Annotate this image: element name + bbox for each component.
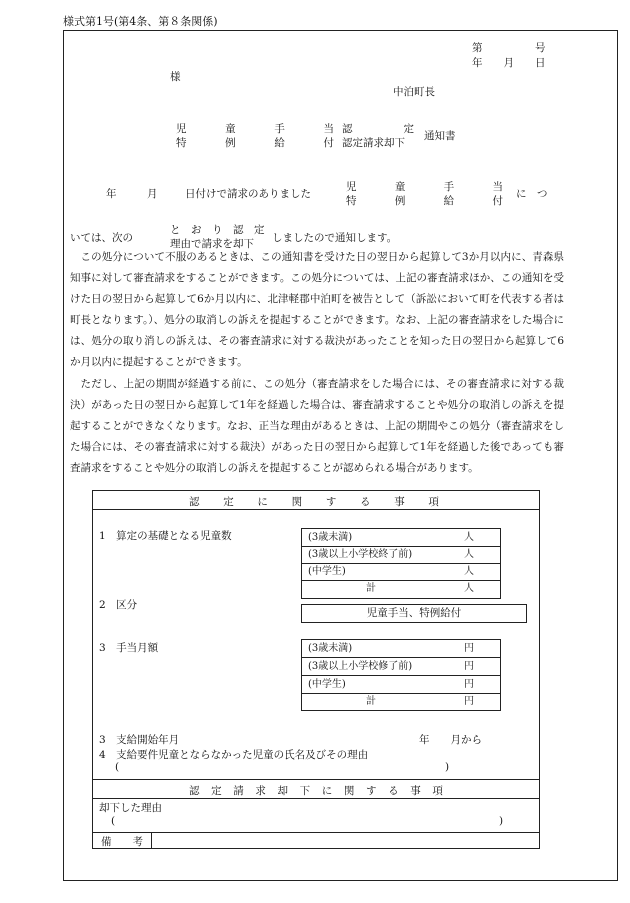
intro-line2-suffix: しましたので通知します。: [272, 232, 398, 244]
details-table: [92, 490, 540, 849]
intro-month: 月: [147, 188, 158, 200]
intro-year: 年: [106, 188, 117, 200]
intro-choice-reject: 理由で請求を却下: [170, 238, 254, 250]
paren-open: (: [115, 761, 120, 773]
title-suffix: 通知書: [424, 130, 456, 142]
reject-reason-label: 却下した理由: [99, 802, 162, 814]
item-child-count: 1 算定の基礎となる児童数: [99, 530, 232, 542]
child-count-row: (3歳以上小学校終了前) 人: [302, 546, 500, 564]
intro-choice-approve: と お り 認 定: [170, 224, 265, 236]
recipient-suffix: 様: [170, 71, 181, 83]
notice-paragraph: この処分について不服のあるときは、この通知書を受けた日の翌日から起算して3か月以内に、青森県知事に対して審査請求をすることができます。この処分については、上記の審査請求ほか、この通知を受けた日の翌日から起算して6か月以内に、北津軽郡中泊町を被告として（訴訟において町を代表する者は町長となります。）、処分の取消しの訴えを提起することができます。なお、上記の審査請求をした場合には、処分の取り消しの訴えは、その審査請求に対する裁決があったことを知った日の翌日から起算して6か月以内に提起することができます。: [70, 251, 564, 369]
monthly-amount-box: [301, 639, 501, 711]
remarks-divider: [151, 832, 152, 849]
category-value-box: [301, 604, 527, 623]
issue-date: 年 月 日: [472, 57, 546, 69]
intro-tail: に つ: [516, 188, 548, 200]
issuer-name: 中泊町長: [393, 86, 435, 98]
section-header-rejection: 認 定 請 求 却 下 に 関 す る 事 項: [189, 785, 443, 797]
intro-row-1: 児 童 手 当: [346, 181, 503, 193]
item-category: 2 区分: [99, 599, 138, 611]
category-value: 児童手当、特例給付: [366, 607, 462, 619]
amount-row: (中学生) 円: [302, 676, 500, 694]
child-count-box: [301, 528, 501, 599]
title-choice-approve: 認 定: [342, 123, 414, 135]
notice-paragraph: ただし、上記の期間が経過する前に、この処分（審査請求をした場合には、その審査請求に対する裁決）があった日の翌日から起算して1年を経過した場合は、審査請求することや処分の取消しの訴えを提起することができなくなります。なお、正当な理由があるときは、上記の期間やこの処分（審査請求をした場合には、その審査請求に対する裁決）があった日の翌日から起算して1年を経過した後であっても審査請求をすることや処分の取消しの訴えを提起することが認められる場合があります。: [70, 377, 564, 474]
remarks-label: 備 考: [101, 836, 143, 848]
title-choice-reject: 認定請求却下: [342, 137, 405, 149]
child-count-row: (中学生) 人: [302, 563, 500, 581]
divider: [93, 832, 539, 833]
amount-row: (3歳以上小学校修了前) 円: [302, 658, 500, 676]
notice-text: [70, 247, 564, 479]
amount-row: (3歳未満) 円: [302, 640, 500, 658]
divider: [93, 779, 539, 780]
child-count-row: (3歳未満) 人: [302, 529, 500, 547]
child-count-total-row: 計 人: [366, 583, 474, 594]
section-header-approval: 認 定 に 関 す る 事 項: [189, 496, 439, 508]
document-number: 第 号: [472, 42, 546, 54]
intro-row-2: 特 例 給 付: [346, 195, 503, 207]
paren-close: ): [445, 761, 450, 773]
divider: [93, 798, 539, 799]
title-row-1: 児 童 手 当: [176, 123, 334, 135]
intro-line2-prefix: いては、次の: [70, 232, 133, 244]
intro-date-text: 日付けで請求のありました: [185, 188, 311, 200]
title-row-2: 特 例 給 付: [176, 137, 334, 149]
item-excluded-children: 4 支給要件児童とならなかった児童の氏名及びその理由: [99, 749, 369, 761]
item-monthly-amount: 3 手当月額: [99, 642, 159, 654]
paren-close: ): [499, 815, 504, 827]
paren-open: (: [111, 815, 116, 827]
start-month-suffix: 年 月から: [419, 734, 482, 746]
form-label: 様式第1号(第4条、第８条関係): [63, 15, 218, 28]
item-start-month: 3 支給開始年月: [99, 734, 180, 746]
divider: [93, 509, 539, 510]
amount-total-row: 計 円: [366, 696, 474, 707]
